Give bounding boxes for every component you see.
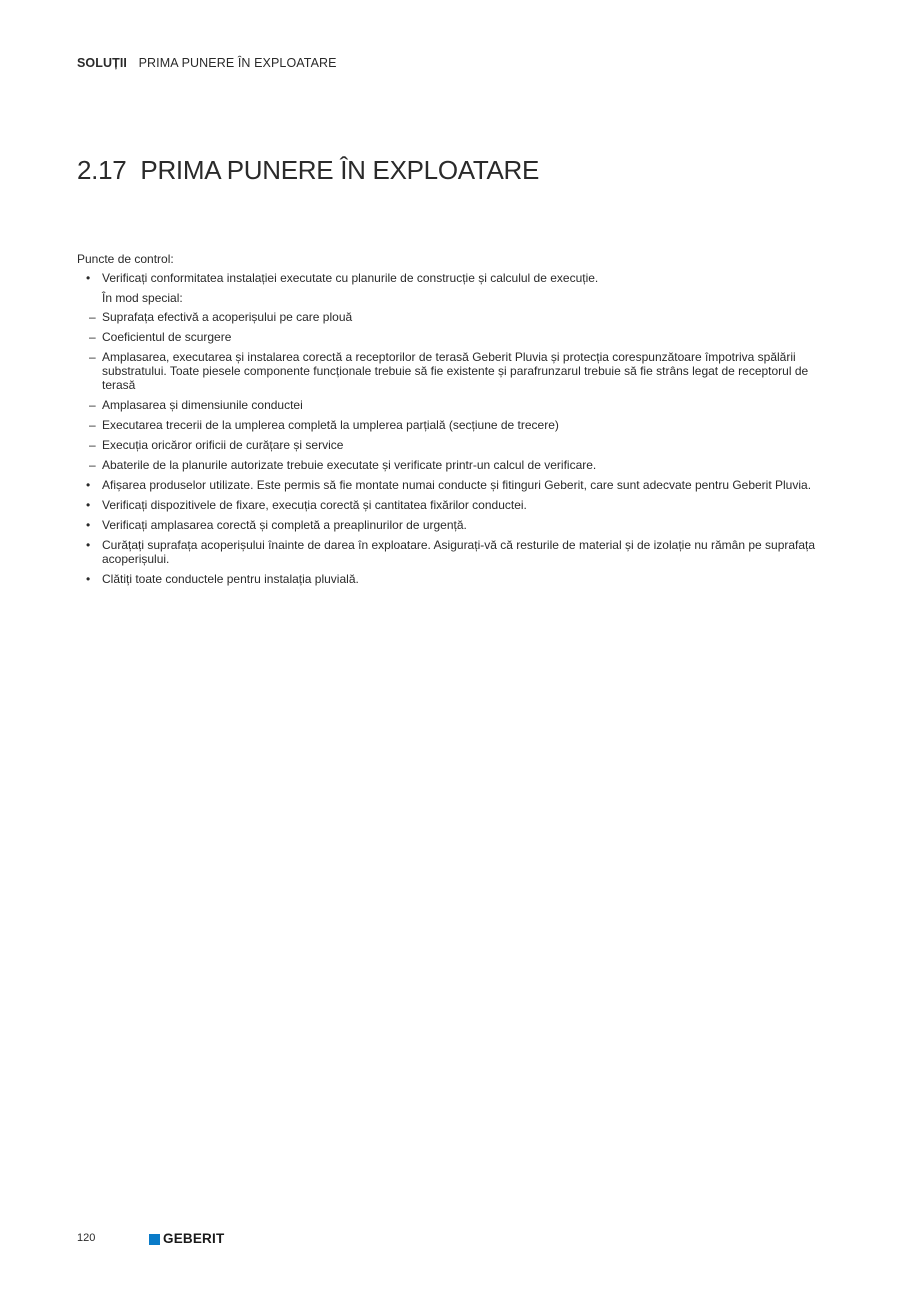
dash-icon: – bbox=[89, 418, 96, 432]
content-body bbox=[77, 252, 837, 592]
sub-intro-text: În mod special: bbox=[102, 291, 183, 305]
sub-list-item-text: Executarea trecerii de la umplerea completă la umplerea parțială (secțiune de trecere) bbox=[102, 418, 559, 432]
list-item bbox=[77, 538, 837, 566]
bullet-icon: • bbox=[86, 271, 91, 285]
logo-wordmark: GEBERIT bbox=[163, 1231, 225, 1246]
running-header bbox=[77, 56, 337, 70]
header-section: SOLUȚII bbox=[77, 56, 128, 70]
list-item bbox=[77, 478, 837, 492]
bullet-icon: • bbox=[86, 498, 91, 512]
list-item-text: Verificați amplasarea corectă și completă a preaplinurilor de urgență. bbox=[102, 518, 467, 532]
sub-list-item-text: Amplasarea, executarea și instalarea corectă a receptorilor de terasă Geberit Pluvia și protecția corespunzătoare împotriva spălării substratului. Toate piesele componente funcționale trebuie să fie existente și parafrunzarul trebuie să fie strâns legat de receptorul de terasă bbox=[102, 350, 809, 392]
dash-icon: – bbox=[89, 398, 96, 412]
geberit-logo bbox=[149, 1233, 224, 1245]
page-number: 120 bbox=[77, 1232, 96, 1244]
list-item-text: Curățați suprafața acoperișului înainte de darea în exploatare. Asigurați-vă că resturile de material și de izolație nu rămân pe suprafața acoperișului. bbox=[102, 538, 816, 566]
intro-text: Puncte de control: bbox=[77, 252, 174, 266]
bullet-icon: • bbox=[86, 572, 91, 586]
checkpoint-list bbox=[77, 271, 837, 586]
dash-icon: – bbox=[89, 350, 96, 364]
list-item-text: Clătiți toate conductele pentru instalația pluvială. bbox=[102, 572, 359, 586]
sub-list-item bbox=[89, 310, 837, 324]
list-item bbox=[77, 518, 837, 532]
sub-list bbox=[89, 310, 837, 472]
sub-list-item-text: Abaterile de la planurile autorizate trebuie executate și verificate printr-un calcul de verificare. bbox=[102, 458, 597, 472]
sub-list-item bbox=[89, 438, 837, 452]
section-title: PRIMA PUNERE ÎN EXPLOATARE bbox=[140, 155, 540, 185]
dash-icon: – bbox=[89, 330, 96, 344]
dash-icon: – bbox=[89, 458, 96, 472]
page-title bbox=[77, 155, 539, 186]
sub-list-item-text: Amplasarea și dimensiunile conductei bbox=[102, 398, 303, 412]
bullet-icon: • bbox=[86, 518, 91, 532]
list-item-text: Verificați conformitatea instalației executate cu planurile de construcție și calculul de execuție. bbox=[102, 271, 599, 285]
sub-list-item bbox=[89, 458, 837, 472]
list-item bbox=[77, 271, 837, 472]
dash-icon: – bbox=[89, 310, 96, 324]
section-number: 2.17 bbox=[77, 155, 127, 185]
dash-icon: – bbox=[89, 438, 96, 452]
bullet-icon: • bbox=[86, 538, 91, 552]
sub-list-item bbox=[89, 398, 837, 412]
list-item bbox=[77, 498, 837, 512]
sub-list-item-text: Suprafața efectivă a acoperișului pe care plouă bbox=[102, 310, 353, 324]
sub-list-item bbox=[89, 418, 837, 432]
list-item-text: Afișarea produselor utilizate. Este permis să fie montate numai conducte și fitinguri Geberit, care sunt adecvate pentru Geberit Pluvia. bbox=[102, 478, 812, 492]
logo-square-icon bbox=[149, 1234, 160, 1245]
sub-list-item-text: Execuția oricăror orificii de curățare și service bbox=[102, 438, 344, 452]
sub-list-item bbox=[89, 350, 837, 392]
sub-list-item bbox=[89, 330, 837, 344]
list-item-text: Verificați dispozitivele de fixare, execuția corectă și cantitatea fixărilor conductei. bbox=[102, 498, 527, 512]
bullet-icon: • bbox=[86, 478, 91, 492]
list-item bbox=[77, 572, 837, 586]
header-subsection: PRIMA PUNERE ÎN EXPLOATARE bbox=[138, 56, 337, 70]
sub-list-item-text: Coeficientul de scurgere bbox=[102, 330, 232, 344]
